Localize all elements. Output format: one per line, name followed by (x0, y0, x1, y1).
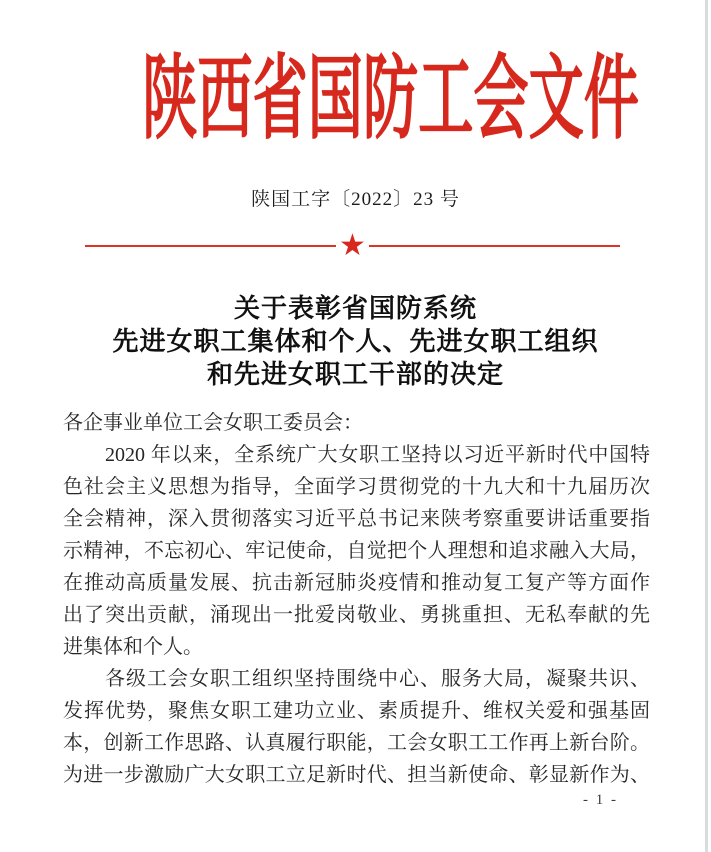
body-line: 在推动高质量发展、抗击新冠肺炎疫情和推动复工复产等方面作 (63, 572, 650, 594)
body-line: 各级工会女职工组织坚持围绕中心、服务大局，凝聚共识、 (105, 668, 650, 690)
body-line: 全会精神，深入贯彻落实习近平总书记来陕考察重要讲话重要指 (63, 508, 650, 530)
document-title-line-1: 关于表彰省国防系统 (233, 294, 477, 323)
body-line: 发挥优势，聚焦女职工建功立业、素质提升、维权关爱和强基固 (63, 700, 650, 722)
star-icon: ★ (339, 229, 366, 262)
document-number: 陕国工字〔2022〕23 号 (251, 189, 460, 210)
rule-line-right (369, 245, 620, 247)
document-body (63, 407, 650, 791)
document-title-line-3: 和先进女职工干部的决定 (206, 360, 504, 389)
rule-line-left (85, 245, 336, 247)
body-line: 出了突出贡献，涌现出一批爱岗敬业、勇挑重担、无私奉献的先 (63, 604, 650, 626)
body-line: 示精神，不忘初心、牢记使命，自觉把个人理想和追求融入大局， (63, 540, 650, 562)
document-title-line-2: 先进女职工集体和个人、先进女职工组织 (112, 327, 599, 356)
body-line: 进集体和个人。 (63, 636, 203, 658)
body-line: 2020 年以来，全系统广大女职工坚持以习近平新时代中国特 (105, 444, 650, 466)
scan-page-edge (705, 0, 708, 852)
body-line: 本，创新工作思路、认真履行职能，工会女职工工作再上新台阶。 (63, 732, 650, 754)
red-letterhead-title: 陕西省国防工会文件 (142, 48, 640, 150)
salutation-line: 各企事业单位工会女职工委员会： (63, 412, 363, 434)
body-line: 为进一步激励广大女职工立足新时代、担当新使命、彰显新作为、 (63, 764, 650, 786)
document-title (0, 292, 711, 391)
red-rule (85, 230, 620, 262)
body-line: 色社会主义思想为指导，全面学习贯彻党的十九大和十九届历次 (63, 476, 650, 498)
page-number: - 1 - (583, 792, 618, 808)
